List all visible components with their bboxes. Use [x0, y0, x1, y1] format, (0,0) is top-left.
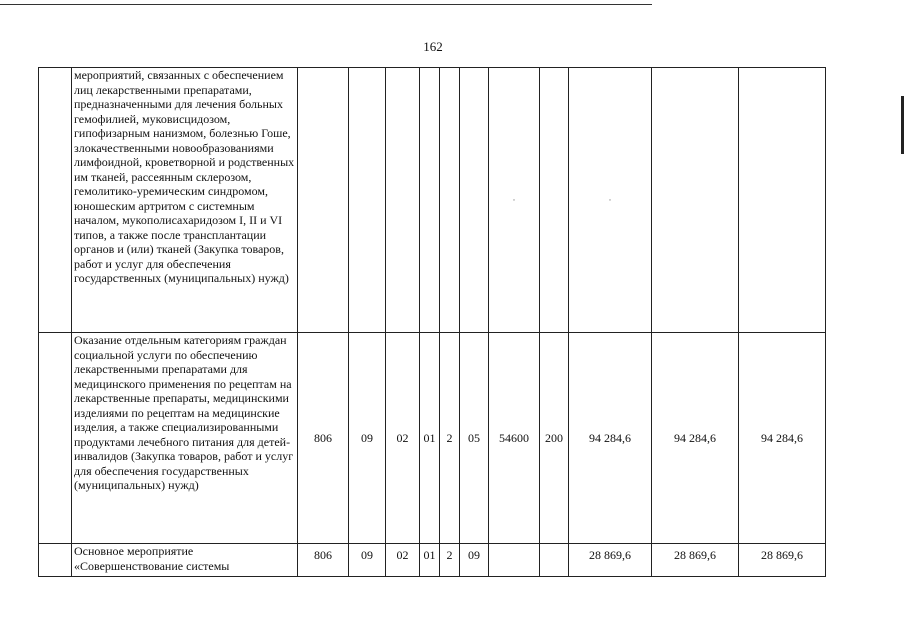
subsection-cell: 02	[386, 544, 420, 577]
subsection-cell	[386, 68, 420, 333]
amount-2-cell: 94 284,6	[652, 333, 739, 544]
event-cell: 09	[460, 544, 489, 577]
table-row	[39, 68, 826, 333]
program-cell: 01	[420, 333, 440, 544]
scan-edge-mark	[901, 96, 904, 154]
event-cell	[460, 68, 489, 333]
section-cell	[349, 68, 386, 333]
ministry-cell: 806	[298, 333, 349, 544]
amount-3-cell	[739, 68, 826, 333]
amount-1-cell	[569, 68, 652, 333]
expense-type-cell: 200	[540, 333, 569, 544]
amount-1-cell: 28 869,6	[569, 544, 652, 577]
ministry-cell: 806	[298, 544, 349, 577]
subprogram-cell: 2	[440, 544, 460, 577]
subsection-cell: 02	[386, 333, 420, 544]
description-cell: Основное мероприятие «Совершенствование системы	[72, 544, 298, 577]
direction-cell	[489, 68, 540, 333]
amount-3-cell: 28 869,6	[739, 544, 826, 577]
section-cell: 09	[349, 544, 386, 577]
subprogram-cell: 2	[440, 333, 460, 544]
event-cell: 05	[460, 333, 489, 544]
description-cell: Оказание отдельным категориям граждан социальной услуги по обеспечению лекарственными препаратами для медицинского применения по рецептам на лекарственные препараты, медицинскими изделиями по рецептам на медицинские изделия, а также специализированными продуктами лечебного питания для детей-инвалидов (Закупка товаров, работ и услуг для обеспечения государственных (муниципальных) нужд)	[72, 333, 298, 544]
ministry-cell	[298, 68, 349, 333]
scan-dot: ·	[512, 195, 516, 206]
amount-3-cell: 94 284,6	[739, 333, 826, 544]
description-cell: мероприятий, связанных с обеспечением лиц лекарственными препаратами, предназначенными для лечения больных гемофилией, муковисцидозом, гипофизарным нанизмом, болезнью Гоше, злокачественными новообразованиями лимфоидной, кроветворной и родственных им тканей, рассеянным склерозом, гемолитико-уремическим синдромом, юношеским артритом с системным началом, мукополисахаридозом I, II и VI типов, а также после трансплантации органов и (или) тканей (Закупка товаров, работ и услуг для обеспечения государственных (муниципальных) нужд)	[72, 68, 298, 333]
page-number: 162	[423, 39, 443, 54]
amount-2-cell: 28 869,6	[652, 544, 739, 577]
section-cell: 09	[349, 333, 386, 544]
direction-cell: 54600	[489, 333, 540, 544]
row-marker-cell	[39, 544, 72, 577]
direction-cell	[489, 544, 540, 577]
expense-type-cell	[540, 68, 569, 333]
row-marker-cell	[39, 333, 72, 544]
table-row	[39, 544, 826, 577]
expense-type-cell	[540, 544, 569, 577]
row-marker-cell	[39, 68, 72, 333]
program-cell	[420, 68, 440, 333]
scan-dot: ·	[608, 195, 612, 206]
program-cell: 01	[420, 544, 440, 577]
top-rule	[0, 4, 652, 5]
table-row	[39, 333, 826, 544]
budget-table	[38, 67, 826, 577]
subprogram-cell	[440, 68, 460, 333]
amount-2-cell	[652, 68, 739, 333]
amount-1-cell: 94 284,6	[569, 333, 652, 544]
